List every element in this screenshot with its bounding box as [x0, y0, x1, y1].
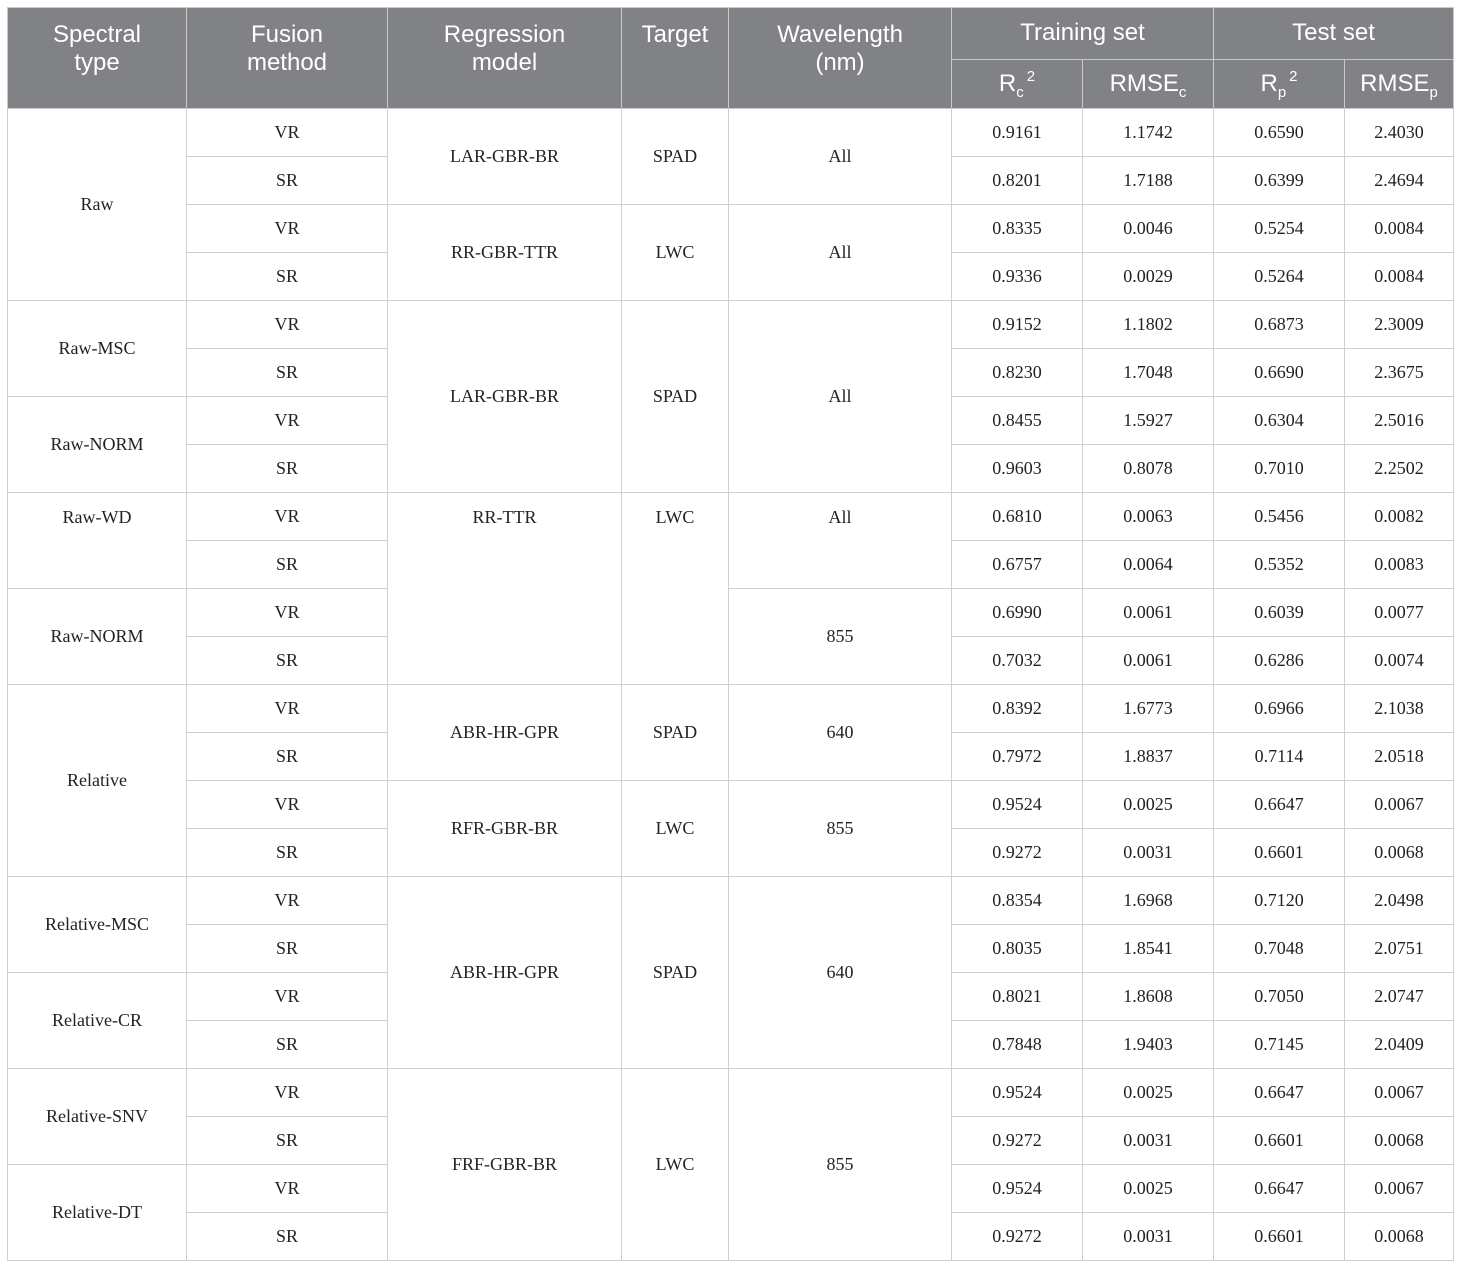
- rmsec-cell: 0.0031: [1083, 829, 1214, 877]
- rc2-cell: 0.9336: [952, 253, 1083, 301]
- rmsec-cell: 0.0025: [1083, 1165, 1214, 1213]
- rp2-cell: 0.6690: [1214, 349, 1345, 397]
- rmsec-cell: 1.5927: [1083, 397, 1214, 445]
- rmsec-cell: 1.7188: [1083, 157, 1214, 205]
- header-regression-model: Regression model: [388, 8, 622, 109]
- fusion-method-cell: SR: [187, 349, 388, 397]
- fusion-method-cell: SR: [187, 253, 388, 301]
- rmsep-cell: 0.0084: [1345, 253, 1454, 301]
- fusion-method-cell: SR: [187, 1213, 388, 1261]
- rmsep-cell: 2.0751: [1345, 925, 1454, 973]
- table-row: [8, 685, 1454, 733]
- rmsep-cell: 0.0068: [1345, 829, 1454, 877]
- table-row: [8, 589, 1454, 637]
- rc2-cell: 0.9524: [952, 1069, 1083, 1117]
- rmsec-cell: 1.6773: [1083, 685, 1214, 733]
- rc2-cell: 0.9603: [952, 445, 1083, 493]
- rp2-cell: 0.5456: [1214, 493, 1345, 541]
- rmsec-cell: 0.0025: [1083, 781, 1214, 829]
- rmsec-cell: 0.0025: [1083, 1069, 1214, 1117]
- rp2-cell: 0.6601: [1214, 829, 1345, 877]
- wavelength-cell: All: [729, 109, 952, 205]
- rc2-cell: 0.8354: [952, 877, 1083, 925]
- fusion-method-cell: VR: [187, 1069, 388, 1117]
- rp2-cell: 0.5352: [1214, 541, 1345, 589]
- rmsep-cell: 2.4694: [1345, 157, 1454, 205]
- rmsec-cell: 1.8837: [1083, 733, 1214, 781]
- rmsep-cell: 0.0074: [1345, 637, 1454, 685]
- header-target: Target: [622, 8, 729, 109]
- fusion-method-cell: SR: [187, 445, 388, 493]
- rmsep-cell: 2.4030: [1345, 109, 1454, 157]
- wavelength-cell: 855: [729, 589, 952, 685]
- wavelength-cell: All: [729, 205, 952, 301]
- rc2-cell: 0.9272: [952, 1213, 1083, 1261]
- table-row: [8, 109, 1454, 157]
- rmsec-cell: 1.8541: [1083, 925, 1214, 973]
- rp2-cell: 0.6647: [1214, 1069, 1345, 1117]
- fusion-method-cell: VR: [187, 205, 388, 253]
- regression-model-cell: LAR-GBR-BR: [388, 301, 622, 493]
- wavelength-cell: 855: [729, 1069, 952, 1261]
- header-rmsep: $RMSE_p$: [1345, 60, 1454, 109]
- rp2-cell: 0.7114: [1214, 733, 1345, 781]
- rp2-cell: 0.6873: [1214, 301, 1345, 349]
- fusion-method-cell: SR: [187, 1117, 388, 1165]
- table-row: [8, 877, 1454, 925]
- header-fusion-method: Fusion method: [187, 8, 388, 109]
- target-cell: SPAD: [622, 109, 729, 205]
- table-header: [8, 8, 1454, 109]
- rp2-cell: 0.6647: [1214, 1165, 1345, 1213]
- spectral-type-cell: Raw-WD: [8, 493, 187, 589]
- rp2-cell: 0.6966: [1214, 685, 1345, 733]
- rmsep-cell: 2.0747: [1345, 973, 1454, 1021]
- fusion-method-cell: SR: [187, 157, 388, 205]
- rc2-cell: 0.9524: [952, 1165, 1083, 1213]
- rp2-cell: 0.6647: [1214, 781, 1345, 829]
- rc2-cell: 0.8035: [952, 925, 1083, 973]
- table-row: [8, 1069, 1454, 1117]
- target-cell: LWC: [622, 781, 729, 877]
- spectral-type-cell: Relative: [8, 685, 187, 877]
- wavelength-cell: All: [729, 301, 952, 493]
- rp2-cell: 0.6601: [1214, 1117, 1345, 1165]
- rp2-cell: 0.5254: [1214, 205, 1345, 253]
- rmsep-cell: 2.0518: [1345, 733, 1454, 781]
- rmsep-cell: 0.0067: [1345, 1165, 1454, 1213]
- fusion-method-cell: VR: [187, 589, 388, 637]
- rmsep-cell: 2.1038: [1345, 685, 1454, 733]
- rmsep-cell: 0.0077: [1345, 589, 1454, 637]
- rc2-cell: 0.8201: [952, 157, 1083, 205]
- rmsep-cell: 2.2502: [1345, 445, 1454, 493]
- table-row: [8, 301, 1454, 349]
- rp2-cell: 0.7145: [1214, 1021, 1345, 1069]
- wavelength-cell: 640: [729, 685, 952, 781]
- rc2-cell: 0.9152: [952, 301, 1083, 349]
- spectral-type-cell: Relative-DT: [8, 1165, 187, 1261]
- rmsec-cell: 0.8078: [1083, 445, 1214, 493]
- rmsec-cell: 0.0031: [1083, 1213, 1214, 1261]
- rmsec-cell: 0.0031: [1083, 1117, 1214, 1165]
- table-row: [8, 781, 1454, 829]
- rc2-cell: 0.8230: [952, 349, 1083, 397]
- rp2-cell: 0.7120: [1214, 877, 1345, 925]
- rc2-cell: 0.6757: [952, 541, 1083, 589]
- fusion-method-cell: VR: [187, 1165, 388, 1213]
- regression-model-cell: LAR-GBR-BR: [388, 109, 622, 205]
- spectral-type-cell: Relative-CR: [8, 973, 187, 1069]
- wavelength-cell: All: [729, 493, 952, 589]
- rmsec-cell: 0.0064: [1083, 541, 1214, 589]
- rmsep-cell: 0.0068: [1345, 1213, 1454, 1261]
- rmsep-cell: 0.0082: [1345, 493, 1454, 541]
- fusion-method-cell: VR: [187, 109, 388, 157]
- spectral-type-cell: Raw-NORM: [8, 589, 187, 685]
- fusion-method-cell: SR: [187, 925, 388, 973]
- rp2-cell: 0.7048: [1214, 925, 1345, 973]
- rp2-cell: 0.6039: [1214, 589, 1345, 637]
- table-body: [8, 109, 1454, 1261]
- results-table-container: [7, 7, 1453, 1261]
- rmsep-cell: 0.0067: [1345, 781, 1454, 829]
- spectral-type-cell: Relative-MSC: [8, 877, 187, 973]
- rmsec-cell: 1.8608: [1083, 973, 1214, 1021]
- rc2-cell: 0.7848: [952, 1021, 1083, 1069]
- rc2-cell: 0.8392: [952, 685, 1083, 733]
- rc2-cell: 0.9524: [952, 781, 1083, 829]
- fusion-method-cell: SR: [187, 1021, 388, 1069]
- rc2-cell: 0.9272: [952, 1117, 1083, 1165]
- header-test-set: Test set: [1214, 8, 1454, 60]
- regression-model-cell: RFR-GBR-BR: [388, 781, 622, 877]
- rmsec-cell: 1.1742: [1083, 109, 1214, 157]
- table-row: [8, 493, 1454, 541]
- fusion-method-cell: VR: [187, 493, 388, 541]
- fusion-method-cell: VR: [187, 781, 388, 829]
- regression-model-cell: RR-TTR: [388, 493, 622, 685]
- rc2-cell: 0.8021: [952, 973, 1083, 1021]
- rmsep-cell: 2.0498: [1345, 877, 1454, 925]
- regression-model-cell: ABR-HR-GPR: [388, 685, 622, 781]
- rc2-cell: 0.7972: [952, 733, 1083, 781]
- rp2-cell: 0.6399: [1214, 157, 1345, 205]
- rmsec-cell: 1.7048: [1083, 349, 1214, 397]
- rc2-cell: 0.9272: [952, 829, 1083, 877]
- rmsec-cell: 1.9403: [1083, 1021, 1214, 1069]
- rmsep-cell: 0.0068: [1345, 1117, 1454, 1165]
- target-cell: LWC: [622, 205, 729, 301]
- spectral-type-cell: Raw-MSC: [8, 301, 187, 397]
- rc2-cell: 0.8335: [952, 205, 1083, 253]
- wavelength-cell: 640: [729, 877, 952, 1069]
- results-table: [7, 7, 1454, 1261]
- rmsec-cell: 0.0061: [1083, 589, 1214, 637]
- rp2-cell: 0.7050: [1214, 973, 1345, 1021]
- rc2-cell: 0.6990: [952, 589, 1083, 637]
- rmsec-cell: 1.6968: [1083, 877, 1214, 925]
- rmsec-cell: 1.1802: [1083, 301, 1214, 349]
- target-cell: LWC: [622, 493, 729, 685]
- rmsep-cell: 0.0084: [1345, 205, 1454, 253]
- spectral-type-cell: Raw-NORM: [8, 397, 187, 493]
- target-cell: SPAD: [622, 685, 729, 781]
- target-cell: SPAD: [622, 877, 729, 1069]
- rp2-cell: 0.7010: [1214, 445, 1345, 493]
- rc2-cell: 0.6810: [952, 493, 1083, 541]
- rp2-cell: 0.6590: [1214, 109, 1345, 157]
- regression-model-cell: FRF-GBR-BR: [388, 1069, 622, 1261]
- rp2-cell: 0.6304: [1214, 397, 1345, 445]
- rmsep-cell: 0.0067: [1345, 1069, 1454, 1117]
- header-rc2: $R_c^2$: [952, 60, 1083, 109]
- fusion-method-cell: SR: [187, 733, 388, 781]
- spectral-type-cell: Relative-SNV: [8, 1069, 187, 1165]
- header-training-set: Training set: [952, 8, 1214, 60]
- rmsec-cell: 0.0061: [1083, 637, 1214, 685]
- rmsep-cell: 2.3675: [1345, 349, 1454, 397]
- rc2-cell: 0.8455: [952, 397, 1083, 445]
- fusion-method-cell: VR: [187, 973, 388, 1021]
- rc2-cell: 0.7032: [952, 637, 1083, 685]
- rmsep-cell: 0.0083: [1345, 541, 1454, 589]
- regression-model-cell: ABR-HR-GPR: [388, 877, 622, 1069]
- fusion-method-cell: VR: [187, 397, 388, 445]
- header-wavelength: Wavelength (nm): [729, 8, 952, 109]
- rmsec-cell: 0.0063: [1083, 493, 1214, 541]
- regression-model-cell: RR-GBR-TTR: [388, 205, 622, 301]
- rmsec-cell: 0.0029: [1083, 253, 1214, 301]
- fusion-method-cell: SR: [187, 637, 388, 685]
- rc2-cell: 0.9161: [952, 109, 1083, 157]
- fusion-method-cell: SR: [187, 829, 388, 877]
- rp2-cell: 0.6601: [1214, 1213, 1345, 1261]
- wavelength-cell: 855: [729, 781, 952, 877]
- spectral-type-cell: Raw: [8, 109, 187, 301]
- table-row: [8, 205, 1454, 253]
- rp2-cell: 0.5264: [1214, 253, 1345, 301]
- header-rmsec: $RMSE_c$: [1083, 60, 1214, 109]
- rmsec-cell: 0.0046: [1083, 205, 1214, 253]
- rmsep-cell: 2.3009: [1345, 301, 1454, 349]
- fusion-method-cell: VR: [187, 877, 388, 925]
- target-cell: LWC: [622, 1069, 729, 1261]
- target-cell: SPAD: [622, 301, 729, 493]
- rmsep-cell: 2.0409: [1345, 1021, 1454, 1069]
- fusion-method-cell: SR: [187, 541, 388, 589]
- header-spectral-type: Spectral type: [8, 8, 187, 109]
- rp2-cell: 0.6286: [1214, 637, 1345, 685]
- fusion-method-cell: VR: [187, 685, 388, 733]
- rmsep-cell: 2.5016: [1345, 397, 1454, 445]
- fusion-method-cell: VR: [187, 301, 388, 349]
- header-rp2: $R_p^2$: [1214, 60, 1345, 109]
